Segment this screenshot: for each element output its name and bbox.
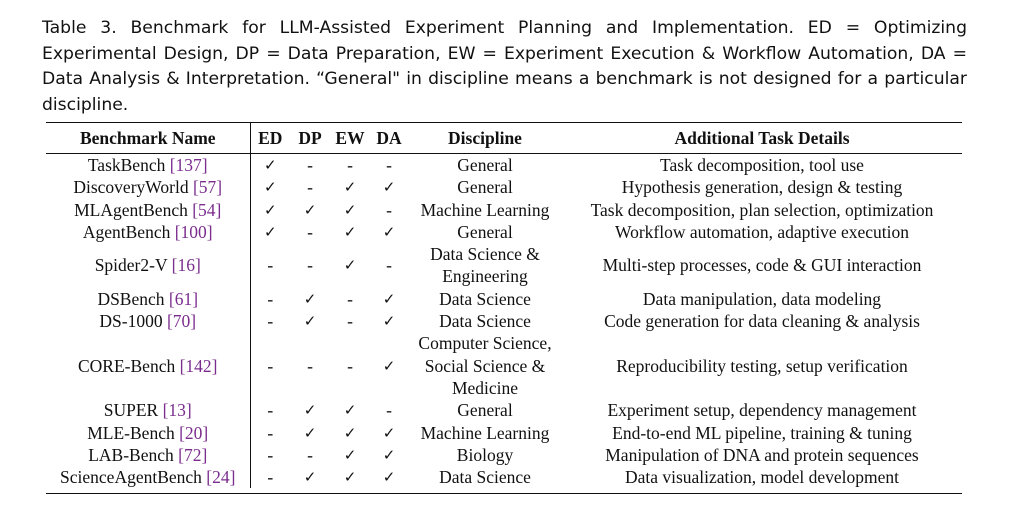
cell-dp: ✓ xyxy=(303,289,317,308)
details-cell: Hypothesis generation, design & testing xyxy=(621,177,903,198)
cell-dp: - xyxy=(307,155,313,175)
cell-ed: - xyxy=(267,422,274,443)
cell-ew: - xyxy=(347,155,353,175)
col-header-details: Additional Task Details xyxy=(674,127,850,148)
col-header-dp: DP xyxy=(298,127,322,148)
benchmark-name-cell xyxy=(46,332,250,399)
cell-ew: ✓ xyxy=(343,401,357,420)
cell-ed: - xyxy=(267,311,274,332)
cell-ed: ✓ xyxy=(263,178,277,197)
cell-ew: ✓ xyxy=(343,222,357,241)
cell-ew: ✓ xyxy=(343,445,357,464)
table-row xyxy=(46,243,962,288)
cell-da: - xyxy=(386,199,392,220)
table-row xyxy=(46,176,962,198)
discipline-cell: General xyxy=(457,177,513,198)
cell-da: - xyxy=(386,400,392,421)
cell-dp: ✓ xyxy=(303,401,317,420)
discipline-cell: Data Science & Engineering xyxy=(430,244,540,287)
col-header-da: DA xyxy=(376,127,402,148)
cell-ew: ✓ xyxy=(343,468,357,487)
discipline-cell: Machine Learning xyxy=(420,199,550,220)
discipline-cell: Data Science xyxy=(439,288,531,309)
cell-da: ✓ xyxy=(382,468,396,487)
cell-ew: ✓ xyxy=(343,178,357,197)
table-body xyxy=(46,154,962,488)
table-caption: Table 3. Benchmark for LLM-Assisted Experiment Planning and Implementation. ED = Optimizing Experimental Design, DP = Data Preparation, EW = Experiment Execution & Workflow Automation, DA = Data Analysis & Interpretation. “General" in discipline means a benchmark is not designed for a particular discipline. xyxy=(42,18,967,115)
cell-dp: - xyxy=(307,444,313,465)
header-row xyxy=(46,123,962,153)
benchmark-name-cell xyxy=(46,154,250,176)
table-row xyxy=(46,466,962,488)
discipline-cell: General xyxy=(457,221,513,242)
discipline-cell: Computer Science, Social Science & Medicine xyxy=(418,333,552,398)
cell-ed: ✓ xyxy=(263,200,277,219)
details-cell: Data visualization, model development xyxy=(624,467,900,488)
benchmark-name-cell xyxy=(46,176,250,198)
benchmark-name: DiscoveryWorld xyxy=(73,177,189,198)
cell-ed: ✓ xyxy=(263,222,277,241)
details-cell: Task decomposition, plan selection, optimization xyxy=(590,199,934,220)
col-header-benchmark-name: Benchmark Name xyxy=(46,123,250,153)
benchmark-name-cell xyxy=(46,422,250,444)
benchmark-table xyxy=(46,123,962,488)
citation-link[interactable]: [54] xyxy=(192,199,222,220)
benchmark-name: CORE-Bench xyxy=(78,355,176,376)
benchmark-name: AgentBench xyxy=(82,221,171,242)
cell-dp: - xyxy=(307,177,313,198)
cell-dp: ✓ xyxy=(303,423,317,442)
citation-link[interactable]: [70] xyxy=(166,311,197,332)
benchmark-name: MLE-Bench xyxy=(87,422,175,443)
cell-ed: ✓ xyxy=(263,156,277,174)
discipline-cell: Biology xyxy=(456,444,514,465)
cell-ew: ✓ xyxy=(343,423,357,442)
cell-da: ✓ xyxy=(382,423,396,442)
details-cell: Data manipulation, data modeling xyxy=(642,288,882,309)
discipline-cell: Data Science xyxy=(439,467,531,488)
benchmark-name: Spider2-V xyxy=(94,255,168,276)
table-row xyxy=(46,288,962,310)
cell-da: ✓ xyxy=(382,312,396,331)
citation-link[interactable]: [61] xyxy=(168,288,199,309)
cell-dp: ✓ xyxy=(303,312,317,331)
cell-dp: - xyxy=(307,355,313,376)
citation-link[interactable]: [100] xyxy=(174,221,213,242)
benchmark-name: DSBench xyxy=(97,288,165,309)
discipline-cell: Machine Learning xyxy=(420,422,550,443)
cell-dp: ✓ xyxy=(303,468,317,487)
benchmark-name-cell xyxy=(46,288,250,310)
table-row xyxy=(46,399,962,421)
citation-link[interactable]: [13] xyxy=(162,400,192,421)
table-row xyxy=(46,310,962,332)
benchmark-name: MLAgentBench xyxy=(74,199,188,220)
citation-link[interactable]: [72] xyxy=(178,444,208,465)
discipline-cell: Data Science xyxy=(439,311,531,332)
benchmark-name: SUPER xyxy=(103,400,159,421)
citation-link[interactable]: [20] xyxy=(179,422,209,443)
cell-ed: - xyxy=(267,255,274,276)
table-row xyxy=(46,221,962,243)
cell-ew: - xyxy=(347,288,353,309)
citation-link[interactable]: [57] xyxy=(192,177,223,198)
benchmark-name: LAB-Bench xyxy=(88,444,174,465)
cell-ew: - xyxy=(347,311,353,332)
benchmark-name-cell xyxy=(46,199,250,221)
cell-da: ✓ xyxy=(382,356,396,375)
discipline-cell: General xyxy=(457,155,513,175)
cell-da: - xyxy=(386,155,392,175)
benchmark-name: ScienceAgentBench xyxy=(60,467,202,488)
table-row xyxy=(46,444,962,466)
details-cell: Code generation for data cleaning & analysis xyxy=(604,311,920,332)
cell-ed: - xyxy=(267,355,274,376)
cell-ed: - xyxy=(267,288,274,309)
cell-ed: - xyxy=(267,467,274,488)
cell-ew: ✓ xyxy=(343,256,357,275)
benchmark-name-cell xyxy=(46,466,250,488)
cell-da: ✓ xyxy=(382,445,396,464)
citation-link[interactable]: [137] xyxy=(169,155,208,175)
col-header-ew: EW xyxy=(335,127,365,148)
citation-link[interactable]: [16] xyxy=(171,255,201,276)
cell-ed: - xyxy=(267,444,274,465)
benchmark-table-wrapper xyxy=(46,122,962,494)
citation-link[interactable]: [24] xyxy=(206,467,236,488)
details-cell: End-to-end ML pipeline, training & tuning xyxy=(612,422,912,443)
benchmark-name-cell xyxy=(46,399,250,421)
discipline-cell: General xyxy=(457,400,513,421)
cell-dp: - xyxy=(307,255,313,276)
benchmark-name: DS-1000 xyxy=(99,311,163,332)
cell-da: ✓ xyxy=(382,289,396,308)
cell-ed: - xyxy=(267,400,274,421)
cell-da: ✓ xyxy=(382,178,396,197)
details-cell: Experiment setup, dependency management xyxy=(607,400,917,421)
benchmark-name-cell xyxy=(46,221,250,243)
cell-dp: ✓ xyxy=(303,200,317,219)
details-cell: Task decomposition, tool use xyxy=(660,155,864,175)
benchmark-name-cell xyxy=(46,444,250,466)
citation-link[interactable]: [142] xyxy=(179,355,218,376)
table-row xyxy=(46,422,962,444)
col-header-ed: ED xyxy=(258,127,283,148)
bottom-rule xyxy=(46,493,962,494)
benchmark-name: TaskBench xyxy=(87,155,166,175)
col-header-discipline: Discipline xyxy=(448,127,522,148)
table-row xyxy=(46,332,962,399)
details-cell: Reproducibility testing, setup verification xyxy=(616,355,908,376)
table-row xyxy=(46,154,962,176)
cell-dp: - xyxy=(307,221,313,242)
table-row xyxy=(46,199,962,221)
details-cell: Workflow automation, adaptive execution xyxy=(614,221,910,242)
cell-ew: - xyxy=(347,355,353,376)
cell-da: ✓ xyxy=(382,222,396,241)
benchmark-name-cell xyxy=(46,310,250,332)
cell-ew: ✓ xyxy=(343,200,357,219)
details-cell: Multi-step processes, code & GUI interaction xyxy=(602,255,922,276)
details-cell: Manipulation of DNA and protein sequences xyxy=(605,444,919,465)
cell-da: - xyxy=(386,255,392,276)
benchmark-name-cell xyxy=(46,243,250,288)
